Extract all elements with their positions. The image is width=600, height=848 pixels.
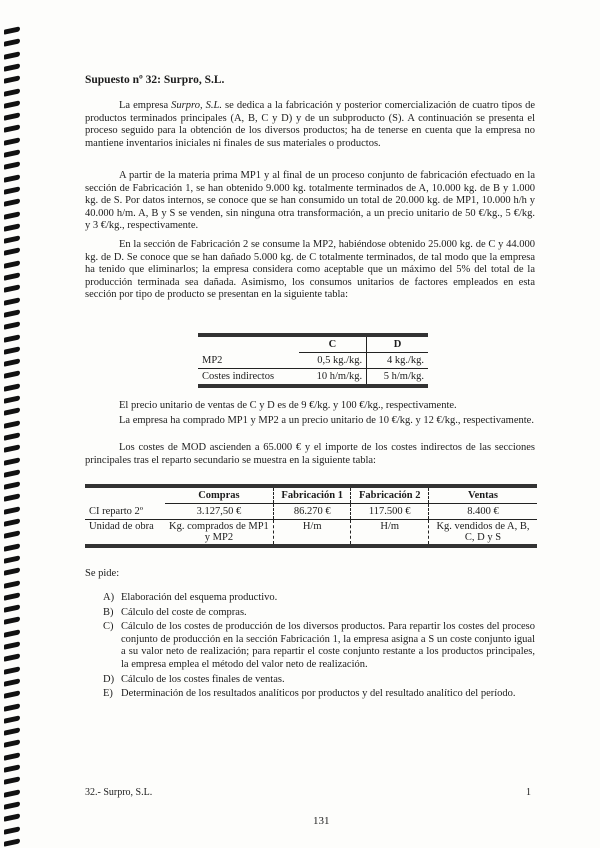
binding-loop bbox=[4, 26, 20, 34]
page-title: Supuesto nº 32: Surpro, S.L. bbox=[85, 74, 225, 86]
binding-loop bbox=[4, 309, 20, 317]
binding-loop bbox=[4, 789, 20, 797]
paragraph-fabricacion-2 bbox=[85, 239, 535, 302]
binding-loop bbox=[4, 838, 20, 846]
table1-row-label: MP2 bbox=[198, 353, 299, 369]
binding-loop bbox=[4, 432, 20, 440]
paragraph-intro bbox=[85, 100, 535, 150]
binding-loop bbox=[4, 51, 20, 59]
paragraph-fabricacion-1 bbox=[85, 170, 535, 233]
binding-loop bbox=[4, 543, 20, 551]
binding-loop bbox=[4, 654, 20, 662]
item-text: Elaboración del esquema productivo. bbox=[121, 592, 278, 603]
table2-cell: 3.127,50 € bbox=[165, 504, 274, 520]
binding-loop bbox=[4, 39, 20, 47]
paragraph-compras bbox=[85, 415, 535, 428]
table1-cell: 0,5 kg./kg. bbox=[299, 353, 367, 369]
binding-loop bbox=[4, 186, 20, 194]
binding-loop bbox=[4, 358, 20, 366]
item-letter: B) bbox=[103, 606, 114, 618]
binding-loop bbox=[4, 764, 20, 772]
spiral-binding bbox=[0, 0, 28, 848]
binding-loop bbox=[4, 137, 20, 145]
binding-loop bbox=[4, 715, 20, 723]
footer-right: 1 bbox=[526, 787, 531, 798]
binding-loop bbox=[4, 334, 20, 342]
table2-header-compras: Compras bbox=[165, 486, 274, 504]
binding-loop bbox=[4, 125, 20, 133]
binding-loop bbox=[4, 420, 20, 428]
list-item bbox=[103, 688, 535, 701]
binding-loop bbox=[4, 592, 20, 600]
table2-cell: Kg. comprados de MP1 y MP2 bbox=[169, 521, 269, 543]
binding-loop bbox=[4, 63, 20, 71]
intro-text-b: se dedica a la fabricación y posterior comercialización de cuatro tipos de productos terminados principales (A, B, C y D) y de un subproducto (S). A continuación se presenta el proceso seguido para la obtención de los diversos productos; ha de tenerse en cuenta que la empresa no mantiene inventarios iniciales ni finales de sus materiales o productos. bbox=[85, 100, 536, 149]
binding-loop bbox=[4, 297, 20, 305]
item-letter: A) bbox=[103, 592, 115, 603]
intro-text-a: La empresa bbox=[119, 100, 172, 111]
binding-loop bbox=[4, 580, 20, 588]
paragraph-precio-ventas-text: El precio unitario de ventas de C y D es de 9 €/kg. y 100 €/kg., respectivamente. bbox=[119, 400, 457, 411]
table2-header-fabricacion-2: Fabricación 2 bbox=[351, 486, 429, 504]
questions-list bbox=[103, 592, 535, 703]
binding-loop bbox=[4, 260, 20, 268]
binding-loop bbox=[4, 752, 20, 760]
paragraph-compras-text: La empresa ha comprado MP1 y MP2 a un precio unitario de 10 €/kg. y 12 €/kg., respectivamente. bbox=[119, 415, 534, 426]
binding-loop bbox=[4, 444, 20, 452]
table2-header-ventas: Ventas bbox=[429, 486, 538, 504]
binding-loop bbox=[4, 457, 20, 465]
table1-row-label: Costes indirectos bbox=[202, 371, 275, 382]
binding-loop bbox=[4, 740, 20, 748]
table2-cell: H/m bbox=[273, 520, 351, 547]
item-text: Cálculo de los costes finales de ventas. bbox=[121, 673, 285, 685]
binding-loop bbox=[4, 112, 20, 120]
binding-loop bbox=[4, 494, 20, 502]
binding-loop bbox=[4, 285, 20, 293]
footer-left: 32.- Surpro, S.L. bbox=[85, 787, 153, 798]
list-item bbox=[103, 674, 535, 687]
paragraph-fabricacion-2-text: En la sección de Fabricación 2 se consume la MP2, habiéndose obtenido 25.000 kg. de C y 44.000 kg. de D. Se conoce que se han dañado 5.000 kg. de C totalmente terminados, de tal modo que la empresa ha tenido que eliminarlos; la empresa considera como aceptable que un máximo del 5% del total de la producción terminada sea dañada. Asimismo, los consumos unitarios de factores empleados en esta sección por tipo de producto se presentan en la siguiente tabla: bbox=[85, 239, 535, 301]
table2-cell: H/m bbox=[351, 520, 429, 547]
binding-loop bbox=[4, 555, 20, 563]
binding-loop bbox=[4, 777, 20, 785]
binding-loop bbox=[4, 506, 20, 514]
paragraph-fabricacion-1-text: A partir de la materia prima MP1 y al final de un proceso conjunto de fabricación efectuado en la sección de Fabricación 1, se han obtenido 9.000 kg. totalmente terminados de A, 10.000 kg. de B y 1.000 kg. de S. Por datos internos, se conoce que se han consumido un total de 20.000 kg. de MP1, 10.000 h/h y 40.000 h/m. A, B y S se venden, sin ninguna otra transformación, a un precio unitario de 50 €/kg., 5 €/kg. y 3 €/kg., respectivamente. bbox=[85, 170, 535, 232]
binding-loop bbox=[4, 321, 20, 329]
binding-loop bbox=[4, 641, 20, 649]
binding-loop bbox=[4, 666, 20, 674]
table2-cell: 117.500 € bbox=[351, 504, 429, 520]
company-name: Surpro, S.L. bbox=[171, 100, 222, 111]
binding-loop bbox=[4, 813, 20, 821]
binding-loop bbox=[4, 272, 20, 280]
table1-cell: 10 h/m/kg. bbox=[316, 371, 363, 382]
table2-row-label: Unidad de obra bbox=[89, 521, 154, 532]
binding-loop bbox=[4, 395, 20, 403]
se-pide-label: Se pide: bbox=[85, 568, 120, 579]
table2-row-label: CI reparto 2º bbox=[85, 504, 165, 520]
list-item bbox=[103, 621, 535, 671]
binding-loop bbox=[4, 690, 20, 698]
binding-loop bbox=[4, 518, 20, 526]
binding-loop bbox=[4, 88, 20, 96]
binding-loop bbox=[4, 383, 20, 391]
table2-cell: Kg. vendidos de A, B, C, D y S bbox=[429, 520, 538, 547]
item-letter: E) bbox=[103, 688, 113, 700]
table2-header-fabricacion-1: Fabricación 1 bbox=[273, 486, 351, 504]
item-letter: D) bbox=[103, 673, 115, 685]
binding-loop bbox=[4, 100, 20, 108]
binding-loop bbox=[4, 75, 20, 83]
table1-cell: 5 h/m/kg. bbox=[367, 369, 428, 387]
table1-header-c: C bbox=[299, 335, 367, 353]
binding-loop bbox=[4, 149, 20, 157]
binding-loop bbox=[4, 481, 20, 489]
binding-loop bbox=[4, 727, 20, 735]
binding-loop bbox=[4, 235, 20, 243]
binding-loop bbox=[4, 617, 20, 625]
binding-loop bbox=[4, 703, 20, 711]
list-item bbox=[103, 607, 535, 620]
paragraph-costes-mod bbox=[85, 442, 535, 467]
binding-loop bbox=[4, 629, 20, 637]
binding-loop bbox=[4, 531, 20, 539]
binding-loop bbox=[4, 567, 20, 575]
item-text: Cálculo del coste de compras. bbox=[121, 606, 247, 618]
item-text: Cálculo de los costes de producción de los diversos productos. Para repartir los costes del proceso conjunto de producción en la sección Fabricación 1, la empresa asigna a S un coste conjunto igual a su valor neto de realización; para repartir el coste conjunto restante a los productos principales, la empresa emplea el método del valor neto de realización. bbox=[121, 621, 535, 670]
paragraph-costes-mod-text: Los costes de MOD ascienden a 65.000 € y el importe de los costes indirectos de las secciones principales tras el reparto secundario se muestra en la siguiente tabla: bbox=[85, 442, 535, 466]
item-text: Determinación de los resultados analíticos por productos y del resultado analítico del período. bbox=[121, 688, 516, 700]
table-indirect-costs bbox=[85, 484, 537, 548]
binding-loop bbox=[4, 198, 20, 206]
item-letter: C) bbox=[103, 621, 114, 633]
binding-loop bbox=[4, 469, 20, 477]
binding-loop bbox=[4, 678, 20, 686]
table1-header-d: D bbox=[367, 335, 428, 353]
table2-header-empty bbox=[85, 486, 165, 504]
table1-header-empty bbox=[198, 335, 299, 353]
paragraph-precio-ventas bbox=[85, 400, 535, 413]
binding-loop bbox=[4, 162, 20, 170]
list-item bbox=[103, 592, 535, 605]
binding-loop bbox=[4, 801, 20, 809]
binding-loop bbox=[4, 211, 20, 219]
binding-loop bbox=[4, 826, 20, 834]
table2-cell: 8.400 € bbox=[429, 504, 538, 520]
table1-cell: 4 kg./kg. bbox=[367, 353, 428, 369]
binding-loop bbox=[4, 174, 20, 182]
binding-loop bbox=[4, 371, 20, 379]
binding-loop bbox=[4, 346, 20, 354]
table2-cell: 86.270 € bbox=[273, 504, 351, 520]
page-number: 131 bbox=[313, 815, 330, 827]
binding-loop bbox=[4, 604, 20, 612]
binding-loop bbox=[4, 223, 20, 231]
binding-loop bbox=[4, 408, 20, 416]
table-unit-consumption bbox=[198, 333, 428, 388]
binding-loop bbox=[4, 248, 20, 256]
